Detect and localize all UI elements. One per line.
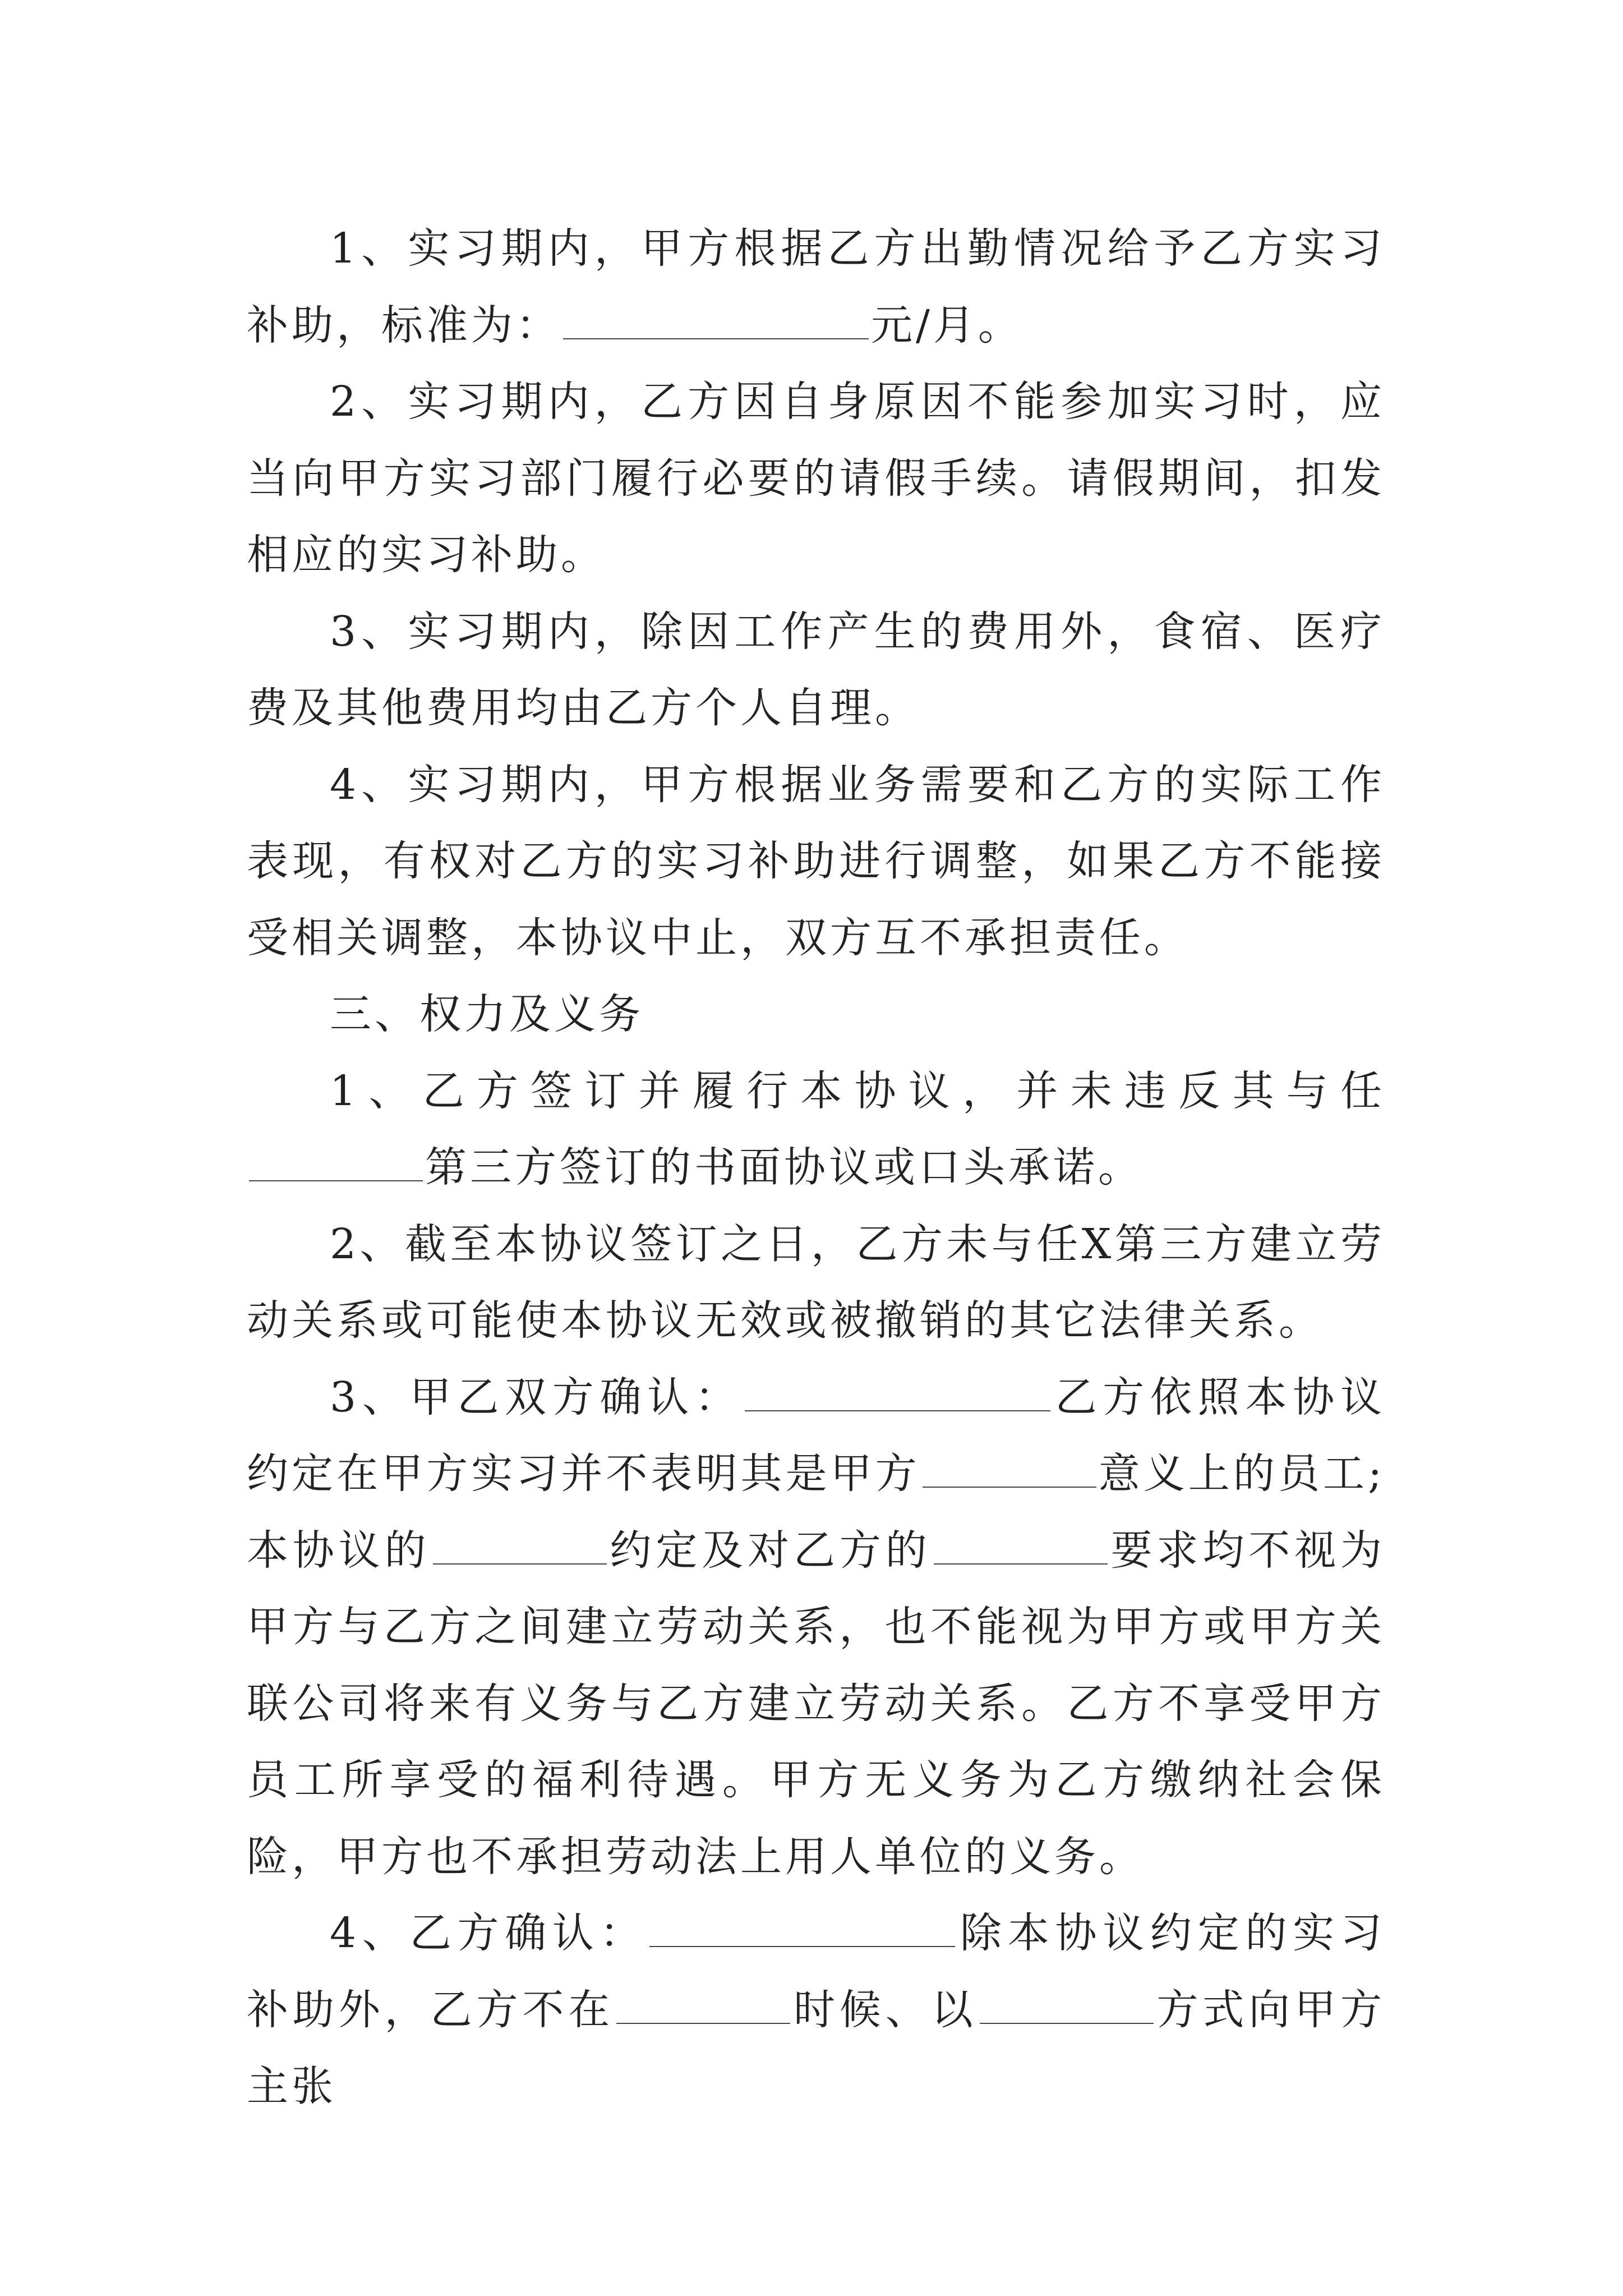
paragraph-p7	[247, 1206, 1385, 1359]
paragraph-p2	[247, 364, 1385, 593]
paragraph-p6	[247, 1053, 1385, 1206]
paragraph-text: 3、甲乙双方确认：	[330, 1373, 743, 1421]
document-body	[247, 210, 1385, 2125]
paragraph-p8	[247, 1359, 1385, 1895]
fill-in-blank	[745, 1373, 1050, 1411]
paragraph-text: 乙方依照本协议约定在甲方实习并不表明其是甲方	[247, 1373, 1385, 1498]
fill-in-blank	[433, 1526, 607, 1565]
fill-in-blank	[934, 1526, 1108, 1565]
paragraph-text: 元/月。	[871, 301, 1023, 349]
paragraph-text: 时候、以	[792, 1985, 978, 2034]
paragraph-p9	[247, 1895, 1385, 2125]
paragraph-text: 第三方签订的书面协议或口头承诺。	[425, 1143, 1143, 1191]
paragraph-text: 4、乙方确认：	[330, 1909, 648, 1957]
paragraph-text: 三、权力及义务	[330, 990, 644, 1038]
paragraph-text: 意义上的员工;本协议的	[247, 1450, 1386, 1575]
fill-in-blank	[616, 1986, 790, 2024]
paragraph-text: 要求均不视为甲方与乙方之间建立劳动关系，也不能视为甲方或甲方关联公司将来有义务与乙方建立劳动关系。乙方不享受甲方员工所享受的福利待遇。甲方无义务为乙方缴纳社会保险，甲方也不承担劳动法上用人单位的义务。	[247, 1526, 1386, 1881]
paragraph-text: 约定及对乙方的	[608, 1526, 932, 1575]
fill-in-blank	[563, 301, 869, 339]
paragraph-p3	[247, 593, 1385, 747]
fill-in-blank	[923, 1450, 1096, 1488]
fill-in-blank	[980, 1986, 1154, 2024]
fill-in-blank	[649, 1909, 955, 1947]
paragraph-text: 方式向甲方主张	[247, 1985, 1386, 2110]
paragraph-text: 除本协议约定的实习补助外，乙方不在	[247, 1909, 1385, 2034]
paragraph-p1	[247, 210, 1385, 364]
paragraph-p5	[247, 976, 1385, 1053]
paragraph-text: 3、实习期内，除因工作产生的费用外，食宿、医疗费及其他费用均由乙方个人自理。	[247, 607, 1385, 732]
fill-in-blank	[249, 1143, 423, 1181]
paragraph-text: 2、实习期内，乙方因自身原因不能参加实习时，应当向甲方实习部门履行必要的请假手续。请假期间，扣发相应的实习补助。	[247, 378, 1385, 579]
paragraph-text: 2、截至本协议签订之日，乙方未与任X第三方建立劳动关系或可能使本协议无效或被撤销的其它法律关系。	[247, 1220, 1385, 1345]
paragraph-text: 1、乙方签订并履行本协议，并未违反其与任	[330, 1066, 1385, 1115]
paragraph-text: 1、实习期内，甲方根据乙方出勤情况给予乙方实习补助，标准为：	[247, 224, 1385, 349]
paragraph-text: 4、实习期内，甲方根据业务需要和乙方的实际工作表现，有权对乙方的实习补助进行调整，如果乙方不能接受相关调整，本协议中止，双方互不承担责任。	[247, 760, 1385, 962]
paragraph-p4	[247, 747, 1385, 977]
